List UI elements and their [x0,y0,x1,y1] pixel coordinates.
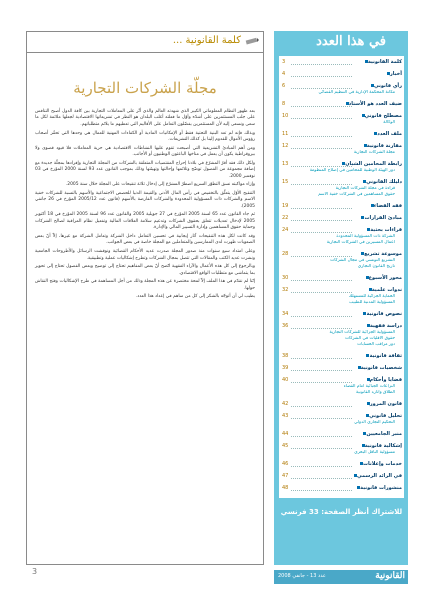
toc-entry[interactable] [279,113,404,126]
toc-leader-dots [291,184,352,185]
toc-page-number: 15 [282,179,289,185]
editorial-paragraph: وإزاء مواكبته نسق التطوّر السريع اضطرّ المشرّع إلى إدخال ثلاثة تنقيحات على المجلة خلال سنة 2005. [65,182,255,188]
pen-icon [245,36,259,46]
toc-entry[interactable] [279,215,404,222]
toc-leader-dots [291,64,352,65]
toc-page-number: 19 [282,203,289,209]
toc-sub-entry: الحماية الجزائية للمستهلك [348,294,395,299]
toc-leader-dots [291,328,352,329]
toc-entry-row [279,113,404,120]
toc-leader-dots [291,232,352,233]
toc-leader-dots [291,358,352,359]
toc-entry-text: خدمات وإعلانات [362,461,402,467]
toc-entry-label [352,473,402,479]
toc-entry-label [356,365,402,371]
toc-leader-dots [291,118,352,119]
editorial-paragraph: ولكل ذلك فقد أقرّ المشرّع في بلادنا إحراج المقتضيات المتعلقة بالشركات من المجلة التجارية وإفرادها بمجلّة جديدة مع إضافة مجموعة من الفصول توضّح وتلائمها وإحالتها وتهيئتها وذلك بموجب القانون عدد 93 لسنة 2000 المؤرخ في 03 نوفمبر 2000. [35,160,255,179]
toc-entry-row [279,323,404,330]
toc-entry-label [369,203,402,209]
toc-list [279,56,404,498]
toc-entry[interactable] [279,131,404,138]
toc-entry-row [279,215,404,222]
toc-page-number: 4 [282,71,286,77]
toc-entry[interactable] [279,71,404,78]
editorial-section-label: كلمة القانونية ... [172,35,241,46]
toc-page-number: 39 [282,365,289,371]
toc-entry-label [362,143,402,149]
editorial-header [27,32,263,53]
toc-leader-dots [291,406,352,407]
toc-entry-text: منبر الجامعيين [366,431,402,437]
toc-entry-text: شخصيات قانونية [360,365,402,371]
toc-entry-label [365,377,402,383]
toc-entry-text: ندوات علمية [371,287,402,293]
toc-leader-dots [291,370,352,371]
toc-entry-label [361,311,402,317]
toc-entry-label [385,71,402,77]
toc-entry-row [279,461,404,468]
toc-entry[interactable] [279,203,404,210]
toc-entry-label [364,275,402,281]
toc-entry-row [279,59,404,66]
toc-sub-entry: مكانة المحكمة الإدارية في التنظيم القضائي [318,90,395,95]
toc-leader-dots [291,88,352,89]
issue-info: عدد 13 - جانفي 2008 [278,573,326,579]
toc-leader-dots [291,478,352,479]
magazine-logo: القانونية [375,571,405,581]
toc-leader-dots [291,292,352,293]
toc-page-number: 10 [282,113,289,119]
toc-entry-label [360,443,402,449]
toc-entry-row [279,353,404,360]
toc-entry[interactable] [279,377,404,396]
toc-entry-text: أخبار [389,71,402,77]
toc-page-number: 11 [282,131,289,137]
toc-entry[interactable] [279,365,404,372]
toc-entry[interactable] [279,161,404,174]
toc-leader-dots [291,280,352,281]
toc-entry[interactable] [279,353,404,360]
editorial-body [27,109,263,301]
toc-entry-text: قضايا وأحكام [369,377,402,383]
toc-entry[interactable] [279,251,404,270]
toc-entry[interactable] [279,461,404,468]
toc-page-number: 47 [282,473,289,479]
toc-leader-dots [291,382,352,383]
toc-entry[interactable] [279,413,404,426]
toc-sub-entry: دور الهيئة الوطنية للمحامين في إصلاح المنظومة [309,168,395,173]
toc-entry[interactable] [279,431,404,438]
toc-entry-label [367,287,402,293]
magazine-footer [274,570,408,584]
toc-entry-row [279,71,404,78]
toc-entry-label [359,251,402,257]
editorial-panel [26,31,264,565]
toc-entry[interactable] [279,179,404,198]
toc-sub-entry: حقوق الأقليات في الشركات [345,336,395,341]
toc-page-number: 43 [282,413,289,419]
toc-entry-row [279,131,404,138]
toc-entry-row [279,179,404,186]
toc-entry-text: دراسة فقهية [369,323,402,329]
toc-title: في هذا العدد [316,34,386,49]
toc-page-number: 24 [282,227,289,233]
toc-sub-entry: دور مراقب الحسابات [357,342,395,347]
toc-sub-entry: المسؤولية المدنية للطبيب [349,300,395,305]
toc-sub-entry: التشريع التونسي في مجال الشركات [330,258,395,263]
toc-entry-text: رأي قانوني [373,83,402,89]
toc-entry[interactable] [279,101,404,108]
toc-sub-entry: النزاعات الجبائية أمام القضاء [343,384,395,389]
toc-entry-label [365,401,402,407]
toc-entry-row [279,431,404,438]
editorial-paragraph: وقد كانت لكل هذه التنقيحات آثار إيجابية في تحسين التعامل داخل الشركة وتعامل الشركة مع غيرها، إلاّ أنّ بعض الصعوبات ظهرت لدى الممارسين والمتعاملين مع المجلة خاصة في بعض الجوانب. [35,233,255,246]
toc-entry[interactable] [279,401,404,408]
toc-entry-text: نصوص قانونية [366,311,402,317]
toc-sub-entry: الوكالة [383,120,395,125]
toc-entry-text: في الرائد الرسمي [356,473,402,479]
editorial-title: مجلّة الشركات التجارية [73,79,217,97]
toc-entry-label [340,161,402,167]
toc-entry-label [361,431,402,437]
toc-entry[interactable] [279,311,404,318]
toc-entry-row [279,377,404,384]
toc-page-number: 40 [282,377,289,383]
toc-entry-row [279,401,404,408]
toc-sub-entry: قراءة في مجلة الشركات التجارية [335,186,395,191]
toc-page-number: 45 [282,443,289,449]
toc-entry-label [358,461,402,467]
toc-page-number: 38 [282,353,289,359]
toc-entry-row [279,251,404,258]
toc-leader-dots [291,208,352,209]
toc-entry-text: مقارنة قانونية [366,143,402,149]
toc-entry-row [279,311,404,318]
toc-entry-row [279,365,404,372]
toc-entry-text: ثقافة قانونية [369,353,402,359]
toc-entry-text: ملف العدد [377,131,402,137]
toc-sub-entry: تاريخ القانون التجاري [357,264,395,269]
editorial-paragraph: يطيب لي أن أتوجّه بالشكر إلى كل من ساهم في إعداد هذا العدد. [135,294,255,300]
toc-entry[interactable] [279,59,404,66]
toc-entry-text: دليلك القانوني [366,179,402,185]
toc-entry-text: ضيف العدد هو الأستاذ [348,101,402,107]
toc-page-number: 12 [282,143,289,149]
toc-page-number: 30 [282,275,289,281]
toc-page-number: 34 [282,311,289,317]
editorial-paragraph: بعد ظهور النظام المعلوماتي الكبير الذي شهدته العالم والذي أثّر على المعاملات التجارية بين كافة الدول أصبح التنافس على جلب المستثمرين على أشدّه وأوّل ما فعلته أغلب البلدان هو النظر في تشريعاتها الاقتصادية لجعلها ملائمة لكل ما سعى ونسعى إليه لأن المستثمرين يفضّلون التعامل على الأقاليم التي تعطيهم ما يلائم متطلباتهم. [35,109,255,127]
toc-leader-dots [291,418,352,419]
toc-entry[interactable] [279,485,404,492]
toc-sub-entry: أعمال المسيرين في الشركات التجارية [326,240,395,245]
toc-page-number: 48 [282,485,289,491]
table-of-contents [274,31,408,565]
editorial-paragraph: التنقيح الأوّل يتعلّق بالتخفيض في رأس المال الأدنى والقيمة الدنيا للحصص الاجتماعية والأسهم بالنسبة للشركات خفية الاسم والشركات ذات المسؤولية المحدودة والشركات الفارضة بالأسهم (قانون عدد 2005/12 المؤرخ في 26 جانفي 2005). [35,190,255,209]
toc-entry-row [279,287,404,294]
toc-entry-label [355,485,402,491]
toc-entry[interactable] [279,473,404,480]
toc-leader-dots [291,136,352,137]
toc-leader-dots [291,256,352,257]
toc-page-number: 46 [282,461,289,467]
toc-entry[interactable] [279,323,404,348]
editorial-paragraph: وبالرجوع إلى كل هذه الأعمال والآراء الفقهية اتّضح أنّ بعض المفاهيم تحتاج إلى توضيح وبعض الفصول تحتاج إلى تحوير بما يتماشى مع متطلبات الواقع الاقتصادي. [35,264,255,276]
toc-leader-dots [291,220,352,221]
editorial-paragraph: إنّنا لم نقدّم في هذا الملف إلاّ لمحة مختصرة عن هذه المجلة وذلك من أجل المساهمة في طرح الإشكاليات وفتح النقاش حولها. [35,279,255,291]
toc-entry-label [344,101,402,107]
toc-sub-entry: مسؤولية الناقل البحري [354,450,395,455]
toc-page-number: 44 [282,431,289,437]
toc-page-number: 32 [282,287,289,293]
toc-entry-text: كلمة القانونية [367,59,402,65]
toc-page-number: 13 [282,161,289,167]
toc-header [274,31,408,57]
toc-entry-row [279,275,404,282]
subscription-note: للاشتراك أنظر الصفحة: 33 فرنسي [280,508,403,516]
toc-entry[interactable] [279,287,404,306]
toc-entry-label [364,413,402,419]
toc-leader-dots [291,436,352,437]
toc-page-number: 22 [282,215,289,221]
toc-page-number: 42 [282,401,289,407]
toc-entry[interactable] [279,443,404,456]
toc-page-number: 6 [282,83,286,89]
toc-page-number: 8 [282,101,286,107]
toc-entry-text: منشورات قانونية [360,485,402,491]
editorial-paragraph: وعلى امتداد سبع سنوات منذ صدور المجلة صدرت عديد الأحكام القضائية ونوقشت الرسائل والأطروحات الجامعية ونشرت عديد الكتب والمقالات التي تتصل بمجال الشركات وتطرح إشكاليات عملية وتطبيقية. [35,249,255,261]
toc-entry-row [279,413,404,420]
toc-sub-entry: الطلاق وآثاره القانونية [356,390,395,395]
toc-sub-entry: الشركة ذات المسؤولية المحدودة [336,234,395,239]
editorial-paragraph: وبذلك فإنه لم تعد البنية التحتية فقط أو الإمكانيات المادية أو الكفاءات المهنية للعمال هي وحدها التي تحفّز أصحاب رؤوس الأموال للقدوم إلينا بل كذلك التشريعات. [35,130,255,142]
toc-entry-label [359,215,402,221]
toc-entry-text: رابطة المحامين الشبان [345,161,402,167]
toc-entry-label [360,113,402,119]
toc-entry-text: قانون المرور [369,401,402,407]
toc-entry-text: فقه القضاء [373,203,402,209]
toc-entry-row [279,443,404,450]
toc-leader-dots [291,316,352,317]
toc-sub-entry: مجلة الشركات التجارية [353,150,395,155]
toc-entry-row [279,161,404,168]
toc-entry[interactable] [279,83,404,96]
toc-page-number: 3 [282,59,286,65]
toc-entry[interactable] [279,143,404,156]
toc-page-number: 36 [282,323,289,329]
toc-entry-text: مبادئ القرارات [364,215,402,221]
toc-entry-row [279,227,404,234]
toc-entry[interactable] [279,227,404,246]
toc-entry-text: تحليل قانوني [369,413,402,419]
toc-entry-row [279,203,404,210]
toc-entry-text: مصطلح قانوني [364,113,402,119]
toc-entry-row [279,485,404,492]
toc-sub-entry: حقوق المساهمين في الشركات خفية الاسم [318,192,395,197]
toc-leader-dots [291,466,352,467]
toc-leader-dots [291,148,352,149]
toc-entry-label [361,179,402,185]
toc-entry-row [279,83,404,90]
toc-entry-label [363,59,402,65]
editorial-paragraph: ومن أهم المبادئ التشريعية التي أصبحت تقوم عليها النشاطات الاقتصادية هي حرية المعاملات فلا قيود قصوى ولا بيروقراطية يكون أن يعمل في مناخها الباعثون الوطنيون أو الأجانب. [35,145,255,158]
toc-entry-row [279,143,404,150]
toc-entry-text: موسوعة تشريع [364,251,402,257]
toc-entry-label [364,353,402,359]
toc-sub-entry: المسؤولية الجزائية للشركات التجارية [329,330,395,335]
page-number: 3 [32,567,38,576]
toc-leader-dots [291,490,352,491]
toc-entry-row [279,473,404,480]
toc-leader-dots [291,76,352,77]
toc-page-number: 28 [282,251,289,257]
editorial-paragraph: ثم جاء القانون عدد 65 لسنة 2005 المؤرخ في 27 جويلية 2005 والقانون عدد 96 لسنة 2005 المؤرخ في 18 أكتوبر 2005 لإدخال تعديلات تتعلق بحقوق الشركات وتدعيم سلامة العلاقات المالية وتفعيل نظام المراقبة لصالح الشركات وحماية حقوق المساهمين وإدارة التسيير المالي والإدارة. [35,212,256,231]
toc-entry-label [372,131,402,137]
toc-entry[interactable] [279,275,404,282]
toc-entry-label [365,227,402,233]
toc-entry-label [369,83,402,89]
toc-entry-text: محور الأسبوع [368,275,402,281]
toc-entry-label [365,323,402,329]
toc-entry-row [279,101,404,108]
toc-sub-entry: التحكيم التجاري الدولي [354,420,395,425]
toc-entry-text: قراءات بحثية [370,227,402,233]
toc-leader-dots [291,448,352,449]
toc-entry-text: إشكالية قانونية [364,443,402,449]
